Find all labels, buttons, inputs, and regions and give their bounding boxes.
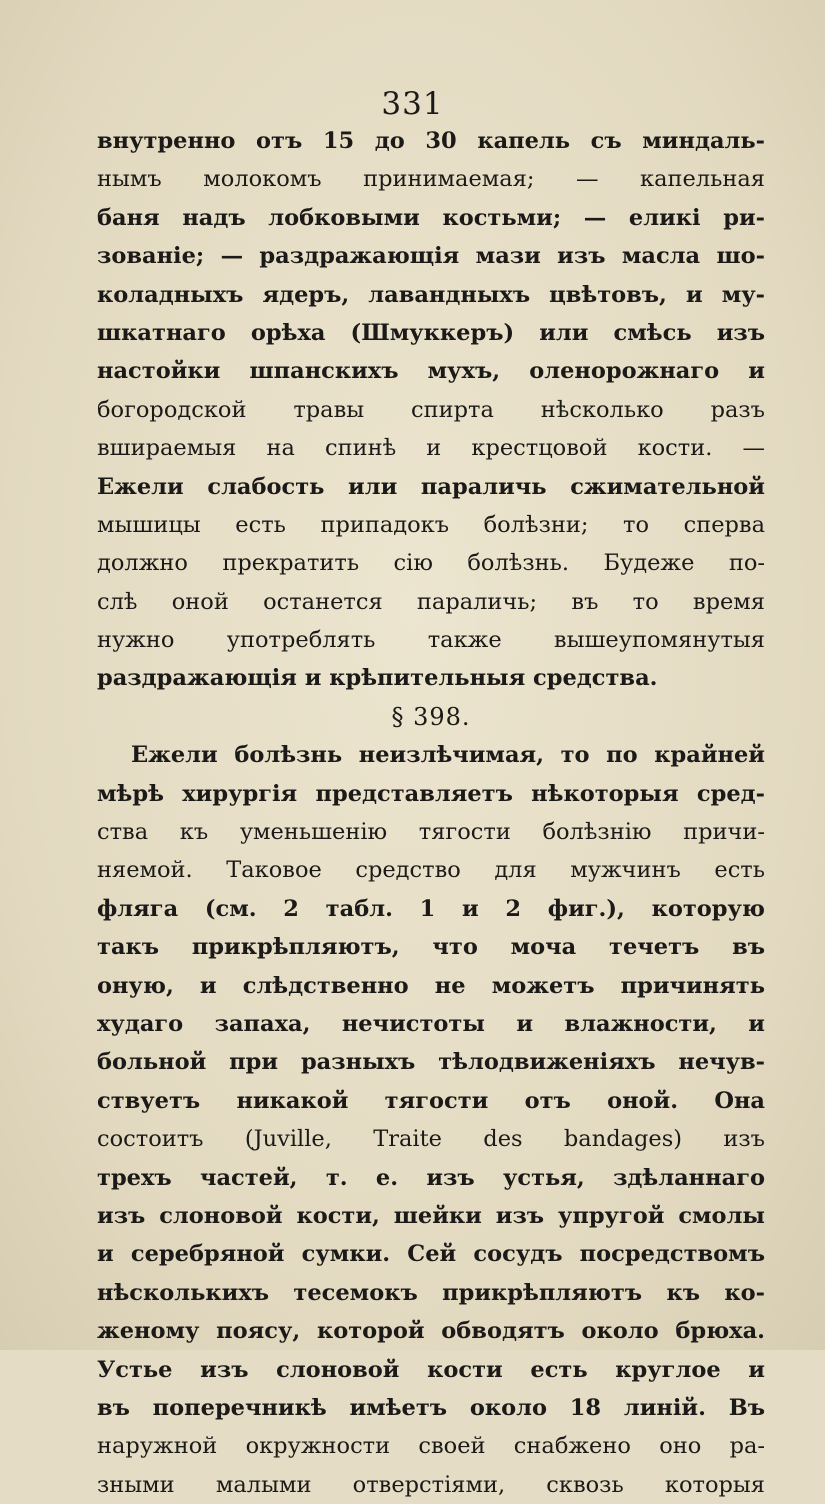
- body-text: [97, 122, 765, 1504]
- text-line: зованіе; — раздражающія мази изъ масла шо-: [97, 243, 765, 270]
- text-line: такъ прикрѣпляютъ, что моча течетъ въ: [97, 934, 765, 961]
- text-line: изъ слоновой кости, шейки изъ упругой смолы: [97, 1202, 765, 1229]
- text-line: шкатнаго орѣха (Шмуккеръ) или смѣсь изъ: [97, 319, 765, 346]
- text-line: настойки шпанскихъ мухъ, оленорожнаго и: [97, 358, 765, 385]
- text-line: мышицы есть припадокъ болѣзни; то сперва: [97, 511, 765, 538]
- text-line: нѣсколькихъ тесемокъ прикрѣпляютъ къ ко-: [97, 1279, 765, 1306]
- text-line: коладныхъ ядеръ, лавандныхъ цвѣтовъ, и му-: [97, 281, 765, 308]
- text-line: нужно употреблять также вышеупомянутыя: [97, 627, 765, 654]
- text-line: Ежели болѣзнь неизлѣчимая, то по крайней: [131, 742, 765, 769]
- text-line: худаго запаха, нечистоты и влажности, и: [97, 1010, 765, 1037]
- text-line: должно прекратить сію болѣзнь. Будеже по-: [97, 550, 765, 577]
- text-line: больной при разныхъ тѣлодвиженіяхъ нечув-: [97, 1049, 765, 1076]
- text-line: фляга (см. 2 табл. 1 и 2 фиг.), которую: [97, 895, 765, 922]
- text-line: ствуетъ никакой тягости отъ оной. Она: [97, 1087, 765, 1114]
- text-line: трехъ частей, т. е. изъ устья, здѣланнаго: [97, 1164, 765, 1191]
- text-line: и серебряной сумки. Сей сосудъ посредствомъ: [97, 1241, 765, 1268]
- text-line: Ежели слабость или параличь сжимательной: [97, 473, 765, 500]
- text-line: женому поясу, которой обводятъ около брюха.: [97, 1318, 765, 1345]
- page-number: 331: [381, 86, 444, 122]
- text-line: наружной окружности своей снабжено оно ра-: [97, 1433, 765, 1460]
- text-line: богородской травы спирта нѣсколько разъ: [97, 396, 765, 423]
- text-line: вшираемыя на спинѣ и крестцовой кости. —: [97, 435, 765, 462]
- text-line: внутренно отъ 15 до 30 капель съ миндаль-: [97, 128, 765, 154]
- section-heading: § 398.: [391, 702, 471, 731]
- text-line: баня надъ лобковыми костьми; — еликі ри-: [97, 204, 765, 231]
- text-line: мѣрѣ хирургія представляетъ нѣкоторыя сред-: [97, 780, 765, 807]
- text-line: Устье изъ слоновой кости есть круглое и: [97, 1356, 765, 1383]
- text-line: ства къ уменьшенію тягости болѣзнію причи-: [97, 819, 765, 846]
- text-line: слѣ оной останется параличь; въ то время: [97, 588, 765, 615]
- text-line: зными малыми отверстіями, сквозь которыя: [97, 1471, 765, 1498]
- text-line: въ поперечникѣ имѣетъ около 18 линій. Въ: [97, 1394, 765, 1421]
- text-line: состоитъ (Juville, Traite des bandages) изъ: [97, 1126, 765, 1153]
- text-line: раздражающія и крѣпительныя средства.: [97, 665, 658, 692]
- text-line: нымъ молокомъ принимаемая; — капельная: [97, 166, 765, 193]
- text-line: оную, и слѣдственно не можетъ причинять: [97, 972, 765, 999]
- text-line: няемой. Таковое средство для мужчинъ есть: [97, 857, 765, 884]
